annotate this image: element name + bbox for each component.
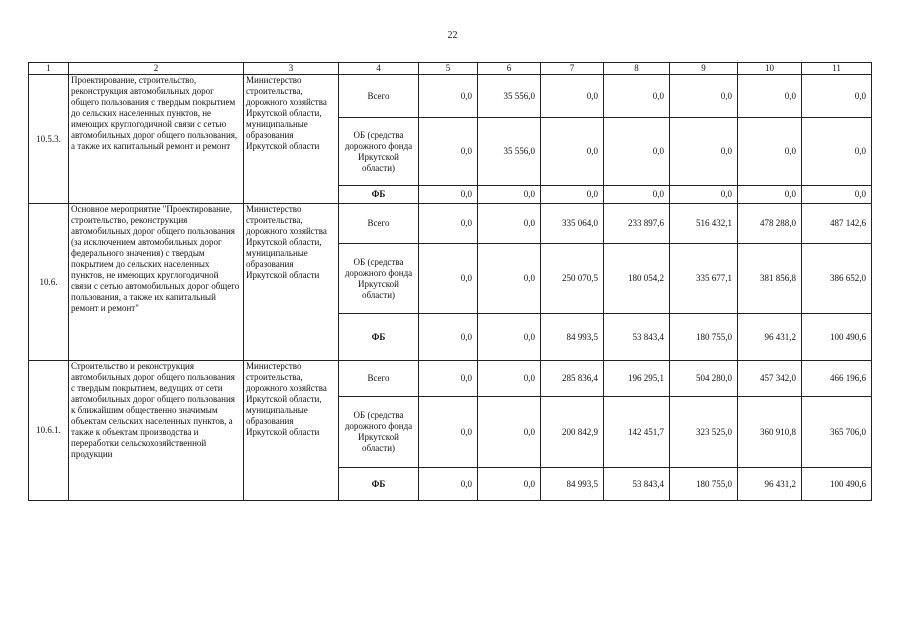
value-cell: 285 836,4 [541, 361, 604, 397]
column-header: 11 [802, 63, 872, 75]
value-cell: 0,0 [478, 204, 541, 244]
value-cell: 457 342,0 [738, 361, 802, 397]
value-cell: 96 431,2 [738, 314, 802, 361]
item-name: Основное мероприятие "Проектирование, строительство, реконструкция автомобильных дорог общего пользования (за исключением автомобильных дорог федерального значения) с твердым покрытием до сельских населенных пунктов, не имеющих круглогодичной связи с сетью автомобильных дорог общего пользования, а также их капитальный ремонт и ремонт" [69, 204, 244, 361]
value-cell: 142 451,7 [604, 397, 670, 468]
value-cell: 0,0 [802, 186, 872, 204]
value-cell: 0,0 [419, 118, 478, 186]
column-header: 4 [339, 63, 419, 75]
column-header: 1 [29, 63, 69, 75]
value-cell: 0,0 [419, 397, 478, 468]
column-header: 5 [419, 63, 478, 75]
value-cell: 233 897,6 [604, 204, 670, 244]
value-cell: 0,0 [419, 75, 478, 118]
table-row [29, 361, 872, 397]
value-cell: 0,0 [541, 186, 604, 204]
value-cell: 35 556,0 [478, 75, 541, 118]
item-executor: Министерство строительства, дорожного хозяйства Иркутской области, муниципальные образования Иркутской области [244, 361, 339, 501]
item-executor: Министерство строительства, дорожного хозяйства Иркутской области, муниципальные образования Иркутской области [244, 75, 339, 204]
page-number: 22 [447, 30, 458, 41]
funding-source: Всего [339, 204, 419, 244]
value-cell: 0,0 [670, 186, 738, 204]
value-cell: 0,0 [802, 118, 872, 186]
funding-source: ОБ (средства дорожного фонда Иркутской области) [339, 118, 419, 186]
value-cell: 0,0 [419, 314, 478, 361]
value-cell: 0,0 [419, 361, 478, 397]
value-cell: 335 677,1 [670, 244, 738, 314]
value-cell: 0,0 [541, 118, 604, 186]
value-cell: 96 431,2 [738, 468, 802, 501]
value-cell: 0,0 [738, 118, 802, 186]
value-cell: 0,0 [802, 75, 872, 118]
value-cell: 53 843,4 [604, 314, 670, 361]
value-cell: 504 280,0 [670, 361, 738, 397]
value-cell: 0,0 [419, 244, 478, 314]
value-cell: 478 288,0 [738, 204, 802, 244]
value-cell: 196 295,1 [604, 361, 670, 397]
value-cell: 250 070,5 [541, 244, 604, 314]
item-name: Строительство и реконструкция автомобильных дорог общего пользования с твердым покрытием, ведущих от сети автомобильных дорог общего пользования к ближайшим общественно значимым объектам сельских населенных пунктов, а также к объектам производства и переработки сельскохозяйственной продукции [69, 361, 244, 501]
value-cell: 0,0 [419, 468, 478, 501]
value-cell: 335 064,0 [541, 204, 604, 244]
item-code: 10.6. [29, 204, 69, 361]
funding-source: ОБ (средства дорожного фонда Иркутской области) [339, 397, 419, 468]
funding-source: ФБ [339, 468, 419, 501]
funding-source: ФБ [339, 186, 419, 204]
table-row [29, 75, 872, 118]
funding-source: Всего [339, 75, 419, 118]
value-cell: 84 993,5 [541, 468, 604, 501]
value-cell: 0,0 [738, 75, 802, 118]
value-cell: 180 054,2 [604, 244, 670, 314]
value-cell: 0,0 [419, 186, 478, 204]
value-cell: 323 525,0 [670, 397, 738, 468]
value-cell: 84 993,5 [541, 314, 604, 361]
value-cell: 0,0 [478, 244, 541, 314]
value-cell: 365 706,0 [802, 397, 872, 468]
value-cell: 0,0 [478, 314, 541, 361]
column-header: 6 [478, 63, 541, 75]
value-cell: 386 652,0 [802, 244, 872, 314]
value-cell: 0,0 [478, 361, 541, 397]
value-cell: 0,0 [738, 186, 802, 204]
column-header: 10 [738, 63, 802, 75]
value-cell: 360 910,8 [738, 397, 802, 468]
value-cell: 200 842,9 [541, 397, 604, 468]
table-row [29, 204, 872, 244]
item-code: 10.6.1. [29, 361, 69, 501]
value-cell: 0,0 [604, 75, 670, 118]
column-header: 8 [604, 63, 670, 75]
value-cell: 0,0 [478, 468, 541, 501]
value-cell: 53 843,4 [604, 468, 670, 501]
value-cell: 487 142,6 [802, 204, 872, 244]
item-name: Проектирование, строительство, реконструкция автомобильных дорог общего пользования с твердым покрытием до сельских населенных пунктов, не имеющих круглогодичной связи с сетью автомобильных дорог общего пользования, а также их капитальный ремонт и ремонт [69, 75, 244, 204]
value-cell: 180 755,0 [670, 468, 738, 501]
value-cell: 516 432,1 [670, 204, 738, 244]
value-cell: 100 490,6 [802, 468, 872, 501]
column-number-row [29, 63, 872, 75]
value-cell: 0,0 [541, 75, 604, 118]
column-header: 3 [244, 63, 339, 75]
value-cell: 381 856,8 [738, 244, 802, 314]
value-cell: 0,0 [604, 118, 670, 186]
item-code: 10.5.3. [29, 75, 69, 204]
value-cell: 0,0 [670, 75, 738, 118]
value-cell: 100 490,6 [802, 314, 872, 361]
budget-table [28, 62, 872, 501]
funding-source: ФБ [339, 314, 419, 361]
value-cell: 0,0 [670, 118, 738, 186]
value-cell: 0,0 [604, 186, 670, 204]
value-cell: 180 755,0 [670, 314, 738, 361]
funding-source: ОБ (средства дорожного фонда Иркутской области) [339, 244, 419, 314]
value-cell: 466 196,6 [802, 361, 872, 397]
value-cell: 0,0 [478, 397, 541, 468]
value-cell: 0,0 [419, 204, 478, 244]
column-header: 7 [541, 63, 604, 75]
item-executor: Министерство строительства, дорожного хозяйства Иркутской области, муниципальные образования Иркутской области [244, 204, 339, 361]
column-header: 9 [670, 63, 738, 75]
column-header: 2 [69, 63, 244, 75]
value-cell: 35 556,0 [478, 118, 541, 186]
funding-source: Всего [339, 361, 419, 397]
value-cell: 0,0 [478, 186, 541, 204]
